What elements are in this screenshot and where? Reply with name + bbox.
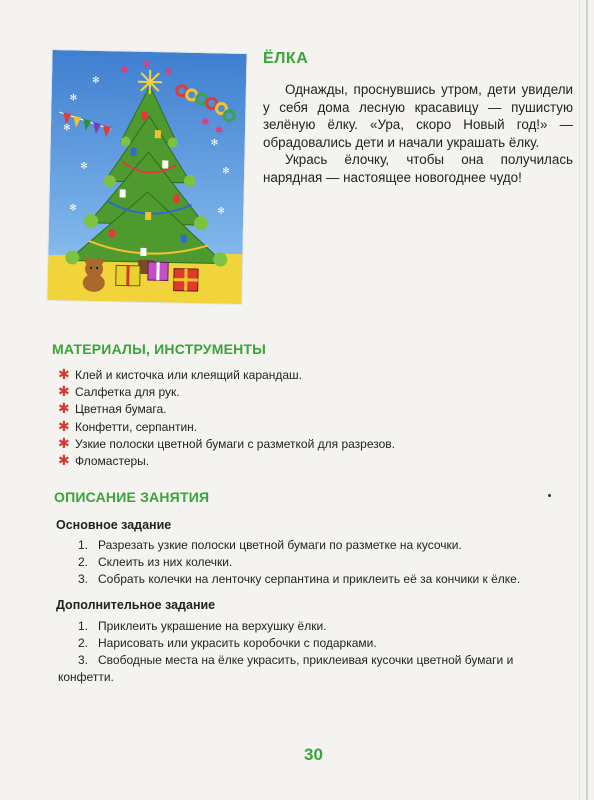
page-number: 30: [304, 745, 323, 764]
page-title: ЁЛКА: [263, 50, 309, 67]
intro-paragraph-2: Укрась ёлочку, чтобы она получилась нарядная — настоящее новогоднее чудо!: [263, 152, 573, 185]
intro-paragraph-1: Однажды, проснувшись утром, дети увидели у себя дома лесную красавицу — пушистую зелёную ёлку. «Ура, скоро Новый год!» — обрадовались дети и начали украшать ёлку.: [263, 82, 573, 150]
svg-text:✱: ✱: [120, 65, 129, 77]
asterisk-icon: ✱: [58, 366, 70, 382]
svg-text:✻: ✻: [62, 123, 71, 134]
asterisk-icon: ✱: [58, 400, 70, 417]
extra-task-steps: [58, 618, 578, 686]
main-task-title: Основное задание: [56, 518, 172, 532]
svg-text:✻: ✻: [222, 166, 230, 177]
svg-text:✻: ✻: [91, 75, 100, 86]
materials-list: [58, 367, 395, 470]
list-item: 3. Собрать колечки на ленточку серпантина и приклеить её за кончики к ёлке.: [78, 572, 521, 586]
intro-text: [263, 81, 573, 186]
list-item: 2. Нарисовать или украсить коробочки с подарками.: [78, 636, 377, 650]
print-speck: [548, 494, 551, 497]
list-item: 2. Склеить из них колечки.: [78, 555, 233, 569]
list-item: ✱ Клей и кисточка или клеящий карандаш.: [58, 366, 302, 382]
list-item: ✱ Конфетти, серпантин.: [58, 417, 198, 434]
list-item: 1. Разрезать узкие полоски цветной бумаги по разметке на кусочки.: [78, 538, 462, 552]
list-item: 3. Свободные места на ёлке украсить, приклеивая кусочки цветной бумаги и: [78, 653, 514, 667]
list-item-continuation: конфетти.: [58, 670, 114, 684]
list-item: ✱ Цветная бумага.: [58, 400, 167, 417]
list-item: ✱ Салфетка для рук.: [58, 383, 180, 400]
asterisk-icon: ✱: [58, 383, 70, 400]
page-spine: [586, 0, 588, 800]
christmas-tree-illustration: [47, 50, 246, 304]
svg-text:✱: ✱: [164, 66, 173, 78]
list-item: ✱ Узкие полоски цветной бумаги с разметкой для разрезов.: [58, 434, 396, 451]
asterisk-icon: ✱: [58, 434, 70, 451]
svg-text:✱: ✱: [214, 125, 224, 137]
svg-text:✻: ✻: [210, 138, 219, 149]
svg-text:✱: ✱: [201, 117, 210, 129]
svg-text:✻: ✻: [69, 203, 77, 214]
page-spine-shadow: [579, 0, 580, 800]
main-task-steps: [78, 537, 578, 588]
description-heading: ОПИСАНИЕ ЗАНЯТИЯ: [54, 489, 210, 505]
asterisk-icon: ✱: [58, 417, 70, 434]
svg-text:✻: ✻: [69, 93, 78, 104]
svg-text:✻: ✻: [217, 206, 225, 217]
list-item: ✱ Фломастеры.: [58, 452, 150, 469]
svg-text:✱: ✱: [142, 59, 151, 72]
asterisk-icon: ✱: [58, 452, 70, 469]
materials-heading: МАТЕРИАЛЫ, ИНСТРУМЕНТЫ: [52, 341, 267, 357]
svg-text:✻: ✻: [80, 161, 88, 172]
list-item: 1. Приклеить украшение на верхушку ёлки.: [78, 619, 327, 633]
extra-task-title: Дополнительное задание: [56, 598, 216, 612]
